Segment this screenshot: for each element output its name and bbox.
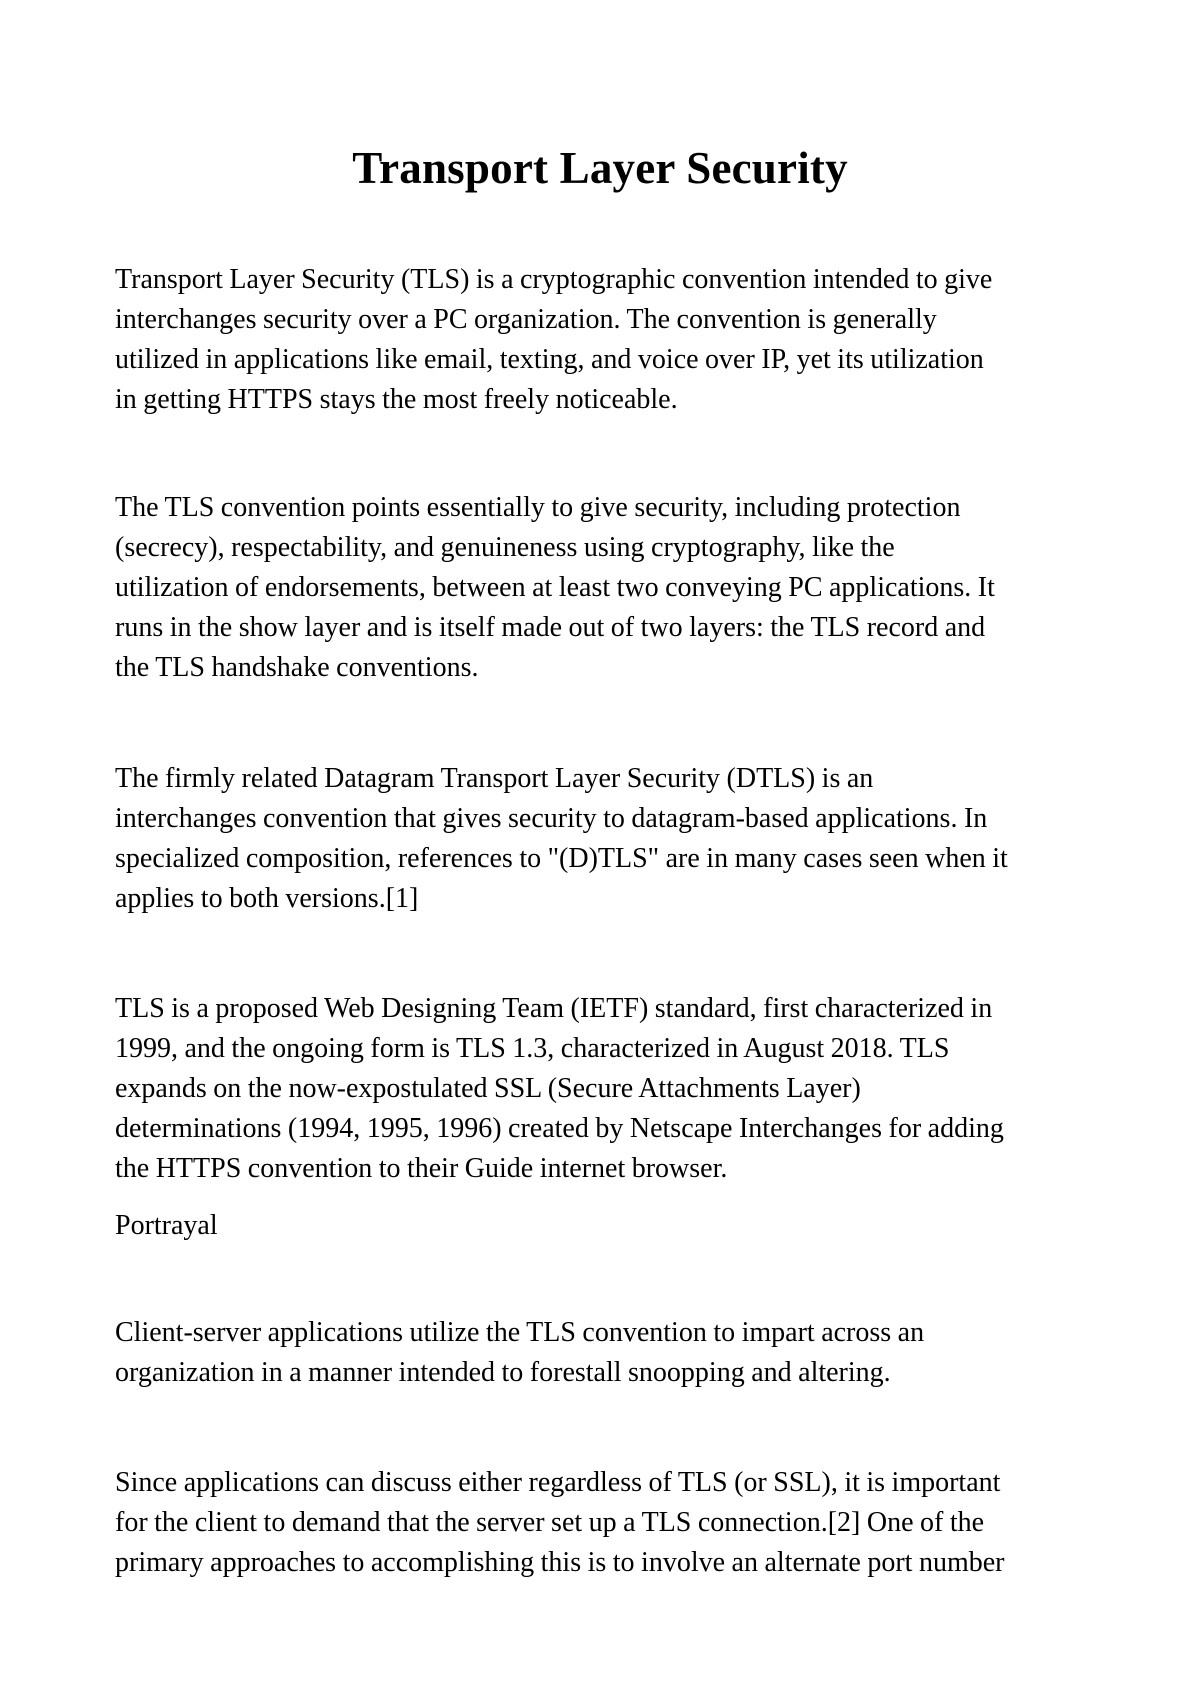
document-title: Transport Layer Security [352,143,848,193]
paragraph-purpose: The TLS convention points essentially to give security, including protection (secrecy), respectability, and genuineness using cryptography, like the utilization of endorsements, between at least two conveying PC applications. It runs in the show layer and is itself made out of two layers: the TLS record and the TLS handshake conventions. [115,492,995,683]
paragraph-dtls: The firmly related Datagram Transport Layer Security (DTLS) is an interchanges convention that gives security to datagram-based applications. In specialized composition, references to "(D)TLS" are in many cases seen when it applies to both versions.[1] [115,763,1008,914]
section-heading-portrayal: Portrayal [115,1210,218,1241]
paragraph-connection: Since applications can discuss either regardless of TLS (or SSL), it is important for the client to demand that the server set up a TLS connection.[2] One of the primary approaches to accomplishing this is to involve an alternate port number [115,1467,1005,1578]
paragraph-intro: Transport Layer Security (TLS) is a cryptographic convention intended to give interchanges security over a PC organization. The convention is generally utilized in applications like email, texting, and voice over IP, yet its utilization in getting HTTPS stays the most freely noticeable. [115,264,993,415]
paragraph-client-server: Client-server applications utilize the TLS convention to impart across an organization in a manner intended to forestall snoopping and altering. [115,1317,925,1388]
paragraph-history: TLS is a proposed Web Designing Team (IETF) standard, first characterized in 1999, and the ongoing form is TLS 1.3, characterized in August 2018. TLS expands on the now-expostulated SSL (Secure Attachments Layer) determinations (1994, 1995, 1996) created by Netscape Interchanges for adding the HTTPS convention to their Guide internet browser. [115,993,1004,1184]
